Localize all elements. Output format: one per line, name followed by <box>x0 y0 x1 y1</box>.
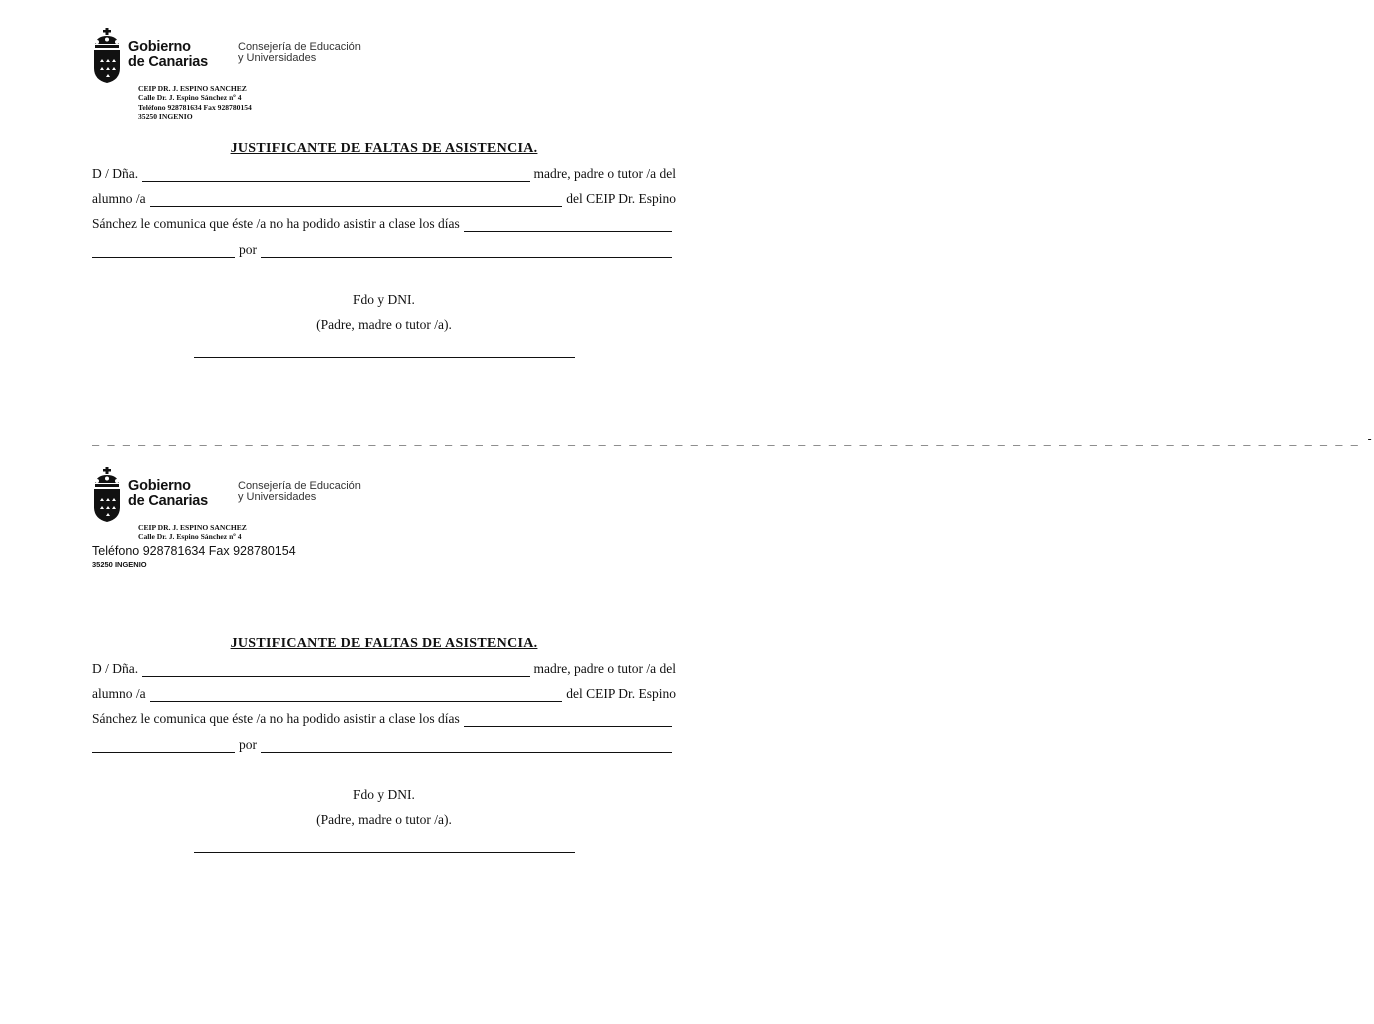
student-name-field[interactable] <box>150 193 563 207</box>
form-line-3: Sánchez le comunica que éste /a no ha podido asistir a clase los días <box>92 214 676 232</box>
signature-line[interactable] <box>194 357 575 358</box>
school-address: Calle Dr. J. Espino Sánchez nº 4 <box>138 93 242 103</box>
signature-label: Fdo y DNI. <box>353 292 415 307</box>
absence-days-field-cont[interactable] <box>92 244 235 258</box>
form-line-4: por <box>92 735 676 753</box>
signature-sublabel: (Padre, madre o tutor /a). <box>316 317 452 332</box>
form-line-3: Sánchez le comunica que éste /a no ha podido asistir a clase los días <box>92 709 676 727</box>
government-name: Gobierno de Canarias <box>128 39 209 70</box>
reason-field[interactable] <box>261 739 672 753</box>
absence-days-field[interactable] <box>464 218 672 232</box>
school-phone: Teléfono 928781634 Fax 928780154 <box>138 102 252 112</box>
student-name-field[interactable] <box>150 688 563 702</box>
form-line-2: alumno /a del CEIP Dr. Espino <box>92 191 676 206</box>
school-postal: 35250 INGENIO <box>92 560 147 569</box>
crown-crest-icon <box>92 28 122 84</box>
department-name: Consejería de Educación y Universidades <box>238 41 361 64</box>
cut-line: _ _ _ _ _ _ _ _ _ _ _ _ _ _ _ _ _ _ _ _ _ _ _ _ _ _ _ _ _ _ _ _ _ _ _ _ _ _ _ _ _ _ _ _ _ _ _ _ _ _ _ _ _ _ _ _ _ _ _ _ _ _ _ _ _ _ _ _ _ _ _ _ _ _ _ _ _ _ _ _ _ _ _ - <box>92 432 1374 446</box>
guardian-name-field[interactable] <box>142 168 529 182</box>
crown-crest-icon <box>92 467 122 523</box>
reason-field[interactable] <box>261 244 672 258</box>
school-phone: Teléfono 928781634 Fax 928780154 <box>92 544 296 558</box>
guardian-name-field[interactable] <box>142 663 529 677</box>
signature-label: Fdo y DNI. <box>353 787 415 802</box>
school-info-1 <box>138 84 252 122</box>
form-line-4: por <box>92 240 676 258</box>
absence-days-field[interactable] <box>464 713 672 727</box>
form-title-2: JUSTIFICANTE DE FALTAS DE ASISTENCIA. <box>230 636 538 651</box>
government-name: Gobierno de Canarias <box>128 478 209 509</box>
form-line-1: D / Dña. madre, padre o tutor /a del <box>92 166 676 181</box>
absence-days-field-cont[interactable] <box>92 739 235 753</box>
school-name: CEIP DR. J. ESPINO SANCHEZ <box>138 523 247 532</box>
department-name: Consejería de Educación y Universidades <box>238 480 361 503</box>
school-address: Calle Dr. J. Espino Sánchez nº 4 <box>138 532 242 542</box>
form-line-2: alumno /a del CEIP Dr. Espino <box>92 686 676 701</box>
school-name: CEIP DR. J. ESPINO SANCHEZ <box>138 84 247 93</box>
school-info-2 <box>138 523 247 542</box>
school-postal: 35250 INGENIO <box>138 112 193 122</box>
header-logo-1 <box>92 28 372 84</box>
signature-line[interactable] <box>194 852 575 853</box>
signature-sublabel: (Padre, madre o tutor /a). <box>316 812 452 827</box>
form-line-1: D / Dña. madre, padre o tutor /a del <box>92 661 676 676</box>
header-logo-2 <box>92 467 372 523</box>
form-title-1: JUSTIFICANTE DE FALTAS DE ASISTENCIA. <box>230 141 538 156</box>
